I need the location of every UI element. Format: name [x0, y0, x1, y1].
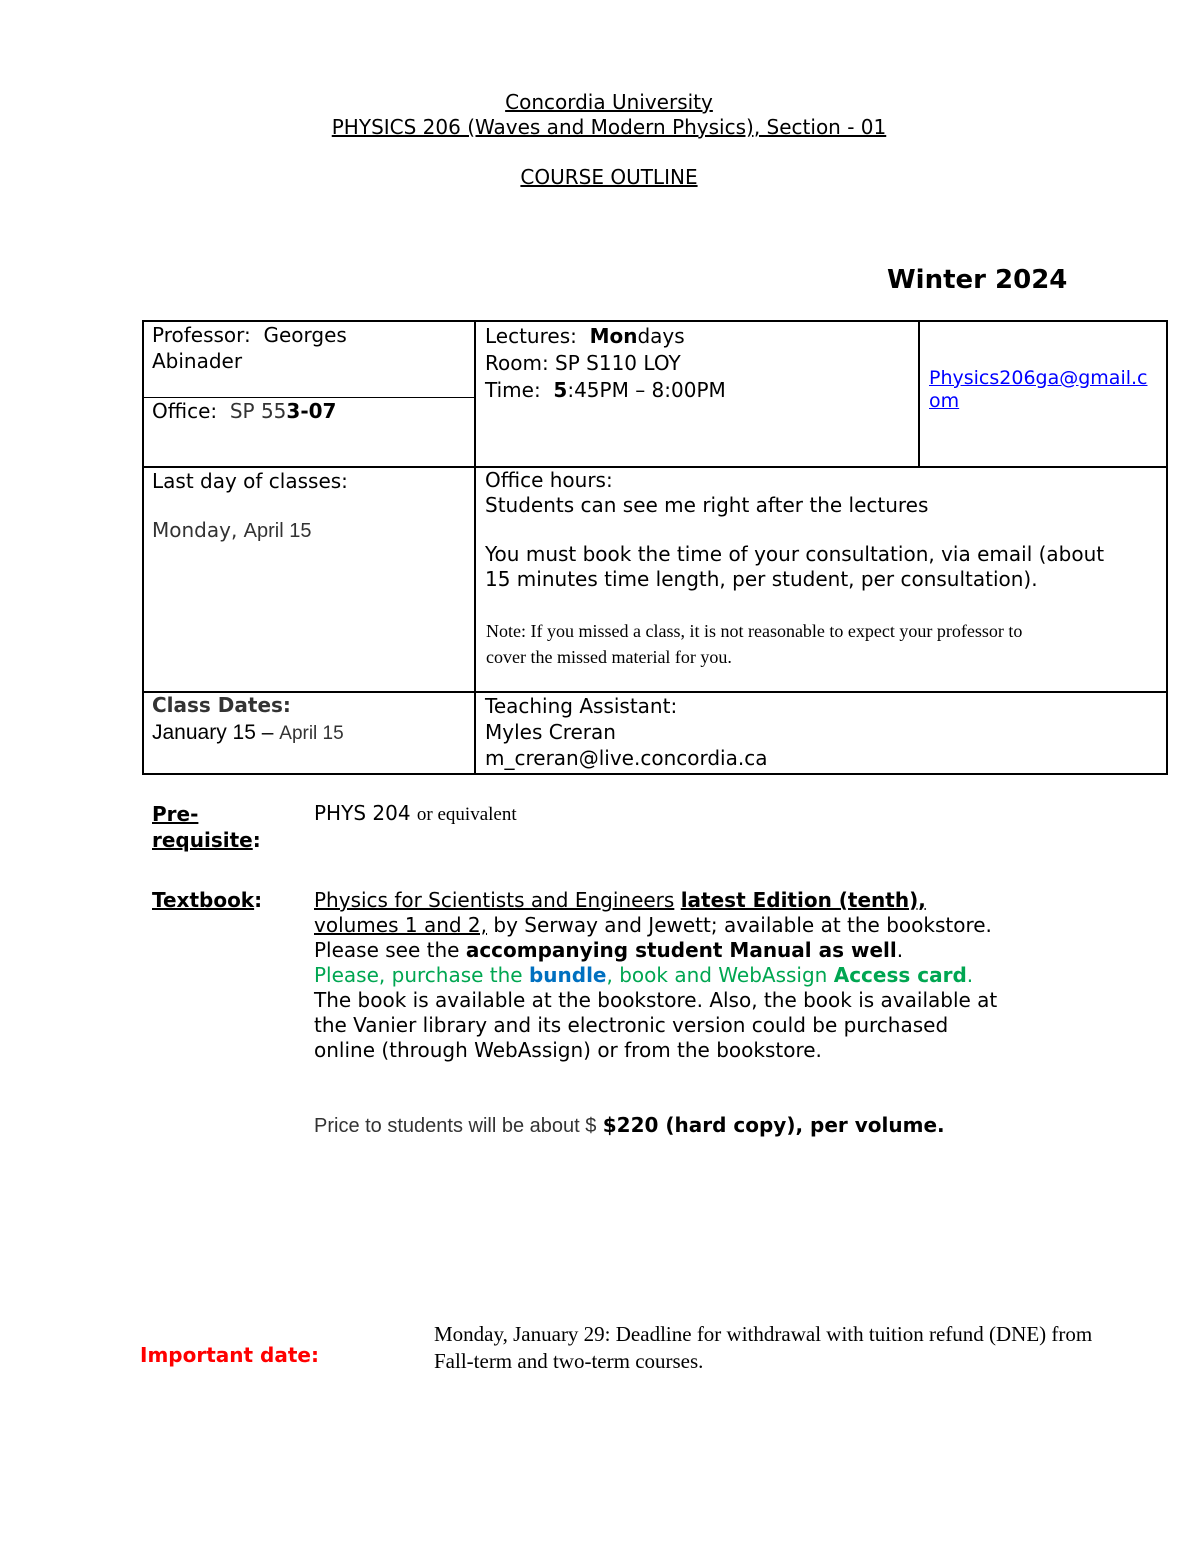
prerequisite-label: Pre- requisite:: [152, 802, 261, 852]
textbook-line-3: Please see the accompanying student Manual as well.: [314, 938, 904, 962]
important-date-label: Important date:: [140, 1343, 319, 1367]
office-hours-cell: Office hours: Students can see me right after the lectures: [485, 468, 929, 517]
course-title: PHYSICS 206 (Waves and Modern Physics), Section - 01: [331, 115, 887, 139]
office-hours-booking: You must book the time of your consultation, via email (about 15 minutes time length, per student, per consultation).: [485, 542, 1105, 591]
important-date-text: Monday, January 29: Deadline for withdrawal with tuition refund (DNE) from Fall-term and two-term courses.: [434, 1322, 1093, 1373]
lectures-cell: Lectures: Mondays Room: SP S110 LOY Time: 5:45PM – 8:00PM: [485, 324, 726, 402]
last-day-label: Last day of classes:: [152, 469, 348, 493]
textbook-details: [314, 888, 1174, 1063]
email-link[interactable]: Physics206ga@gmail.c om: [929, 367, 1148, 412]
textbook-line-5: The book is available at the bookstore. Also, the book is available at: [314, 988, 998, 1012]
class-dates-value: January 15 – April 15: [152, 721, 344, 744]
textbook-line-6: the Vanier library and its electronic version could be purchased: [314, 1013, 949, 1037]
textbook-price: Price to students will be about $ $220 (hard copy), per volume.: [314, 1113, 945, 1137]
teaching-assistant-cell: Teaching Assistant: Myles Creran m_creran@live.concordia.ca: [485, 694, 768, 770]
textbook-line-7: online (through WebAssign) or from the bookstore.: [314, 1038, 822, 1062]
ta-email[interactable]: m_creran@live.concordia.ca: [485, 746, 768, 770]
prerequisite-value: PHYS 204 or equivalent: [314, 801, 517, 825]
outline-title: COURSE OUTLINE: [520, 165, 698, 189]
textbook-bundle-line: Please, purchase the bundle, book and WebAssign Access card.: [314, 963, 974, 987]
textbook-line-1: Physics for Scientists and Engineers latest Edition (tenth),: [314, 888, 926, 912]
last-day-value: Monday, April 15: [152, 518, 312, 542]
class-dates-label: Class Dates:: [152, 693, 291, 717]
textbook-label: Textbook:: [152, 888, 263, 912]
university-title: Concordia University: [505, 90, 713, 114]
term-title: Winter 2024: [887, 265, 1068, 295]
office-hours-note: Note: If you missed a class, it is not reasonable to expect your professor to cover the missed material for you.: [486, 621, 1023, 667]
textbook-line-2: volumes 1 and 2, by Serway and Jewett; available at the bookstore.: [314, 913, 992, 937]
office-cell: Office: SP 553-07: [152, 399, 337, 423]
professor-cell: Professor: Georges Abinader: [152, 323, 347, 373]
